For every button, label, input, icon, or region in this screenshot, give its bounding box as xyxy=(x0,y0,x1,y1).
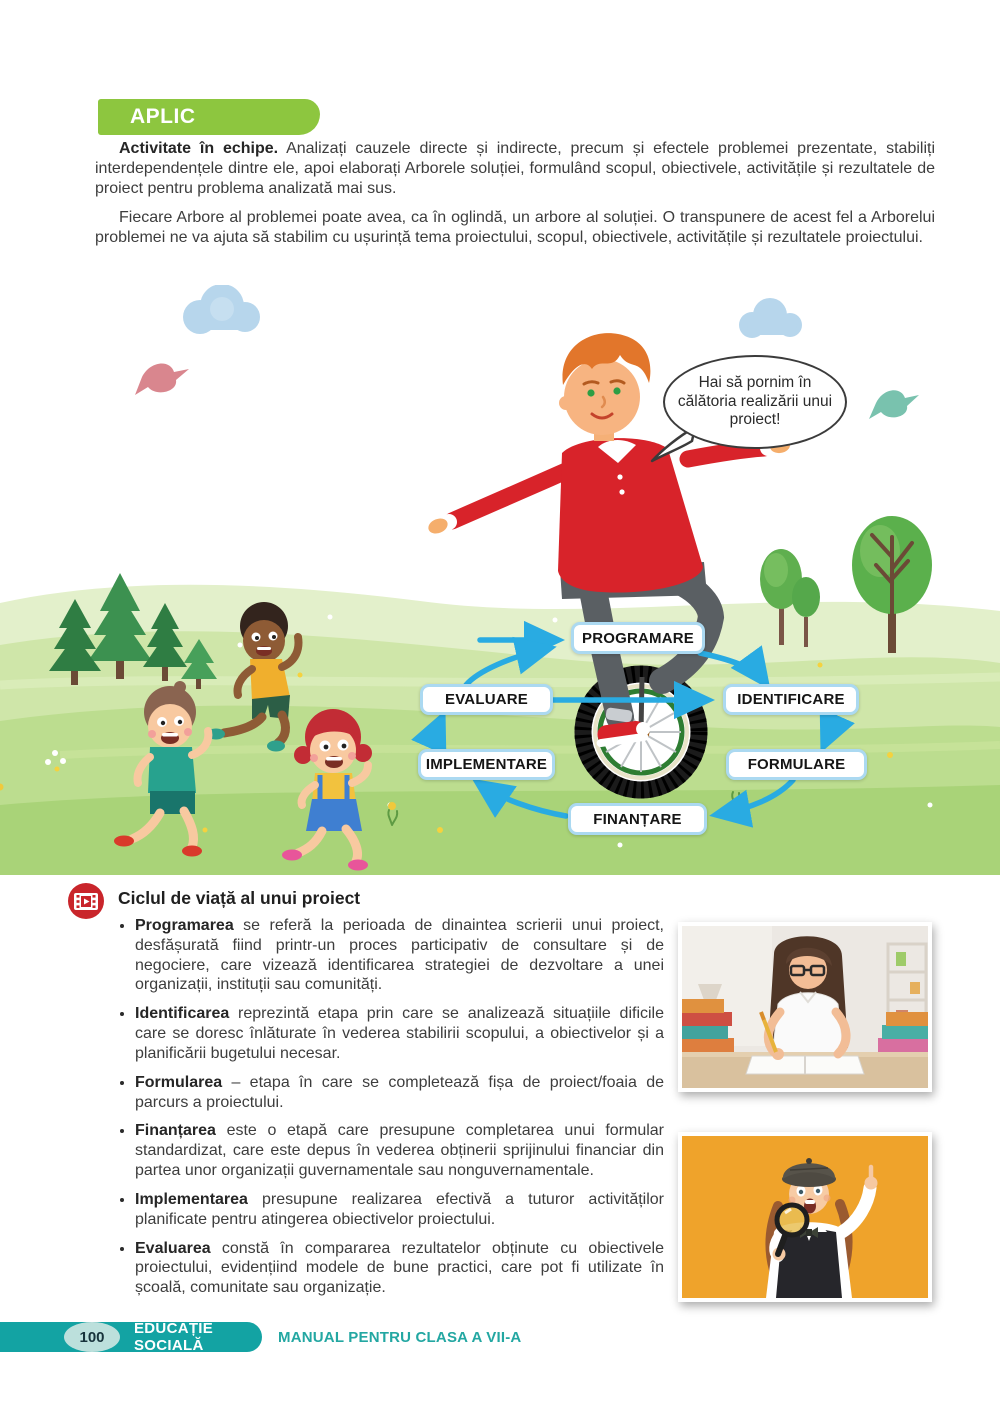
lifecycle-text: – etapa în care se completează fișa de proiect/foaia de parcurs a proiectului. xyxy=(135,1073,664,1111)
illustration-scene xyxy=(0,285,1000,875)
cycle-node-evaluare: EVALUARE xyxy=(420,684,553,715)
lifecycle-term: Evaluarea xyxy=(135,1239,211,1257)
lifecycle-item-evaluarea xyxy=(135,1239,664,1298)
cycle-node-finantare: FINANȚARE xyxy=(568,803,707,835)
lifecycle-text: reprezintă etapa prin care se analizează situațiile dificile care se doresc înlăturate în vederea stabilirii scopului, a obiectivelor și a planificării bugetului necesar. xyxy=(135,1005,664,1062)
lifecycle-item-identificarea xyxy=(135,1004,664,1063)
intro-paragraph-1-rest: Analizați cauzele directe și indirecte, precum și efectele problemei prezentate, stabiliți interdependențele dintre ele, apoi elaborați Arborele soluției, formulând scopul, obiectivele, activitățile și rezultatele de proiect pentru problema analizată mai sus. xyxy=(95,140,936,197)
intro-paragraph-1-lead: Activitate în echipe. xyxy=(119,140,279,157)
page-number: 100 xyxy=(64,1322,120,1352)
lifecycle-item-programarea xyxy=(135,916,664,995)
lifecycle-text: presupune realizarea efectivă a tuturor activităților planificate pentru atingerea obiectivelor proiectului. xyxy=(135,1190,664,1228)
lifecycle-term: Implementarea xyxy=(135,1190,248,1208)
lifecycle-heading: Ciclul de viață al unui proiect xyxy=(118,888,361,908)
lifecycle-item-implementarea xyxy=(135,1190,664,1230)
bird-teal-icon xyxy=(869,390,919,419)
lifecycle-text: constă în compararea rezultatelor obținute cu obiectivele proiectului, evidențiind modele de bune practici, care pot fi utilizate în școală, comunitate sau organizație. xyxy=(135,1239,664,1297)
cycle-node-programare: PROGRAMARE xyxy=(571,622,705,654)
lifecycle-text: este o etapă care presupune completarea unui formular standardizat, care este depus în vederea obținerii sprijinului financiar din partea unor organizații guvernamentale sau nonguvernamentale. xyxy=(135,1122,664,1180)
speech-bubble: Hai să pornim în călătoria realizării unui proiect! xyxy=(663,355,847,449)
photo-girl-detective xyxy=(678,1132,932,1302)
lifecycle-text: se referă la perioada de dinaintea scrierii unui proiect, desfășurată fiind printr-un proces participativ de consultare și de negociere, care vizează identificarea strategiei de dezvoltare a unei organizații, instituții sau comunități. xyxy=(135,917,664,994)
footer-subject: EDUCAȚIE SOCIALĂ xyxy=(134,1320,214,1354)
photo-girl-writing xyxy=(678,922,932,1092)
intro-paragraph-1 xyxy=(95,139,935,198)
bird-pink-icon xyxy=(135,363,189,395)
cycle-node-identificare: IDENTIFICARE xyxy=(723,684,859,715)
lifecycle-item-finantarea xyxy=(135,1121,664,1180)
lifecycle-item-formularea xyxy=(135,1073,664,1113)
lifecycle-term: Identificarea xyxy=(135,1005,230,1023)
intro-text xyxy=(95,139,935,258)
lifecycle-term: Formularea xyxy=(135,1073,223,1091)
lifecycle-list xyxy=(118,916,664,1307)
footer-bar xyxy=(0,1322,262,1352)
section-badge-aplic: APLIC xyxy=(98,99,320,135)
intro-paragraph-2: Fiecare Arbore al problemei poate avea, ca în oglindă, un arbore al soluției. O transpunere de acest fel a Arborelui problemei ne va ajuta să stabilim cu ușurință tema proiectului, scopul, obiectivele, activitățile și rezultatele proiectului. xyxy=(95,209,935,247)
lifecycle-term: Finanțarea xyxy=(135,1122,216,1140)
lifecycle-term: Programarea xyxy=(135,917,234,934)
cloud-left-icon xyxy=(183,285,260,334)
footer-manual-title: MANUAL PENTRU CLASA A VII-A xyxy=(278,1328,522,1346)
video-film-icon xyxy=(67,882,105,920)
cycle-node-implementare: IMPLEMENTARE xyxy=(418,749,555,780)
cloud-right-icon xyxy=(739,298,802,338)
cycle-node-formulare: FORMULARE xyxy=(726,749,867,780)
